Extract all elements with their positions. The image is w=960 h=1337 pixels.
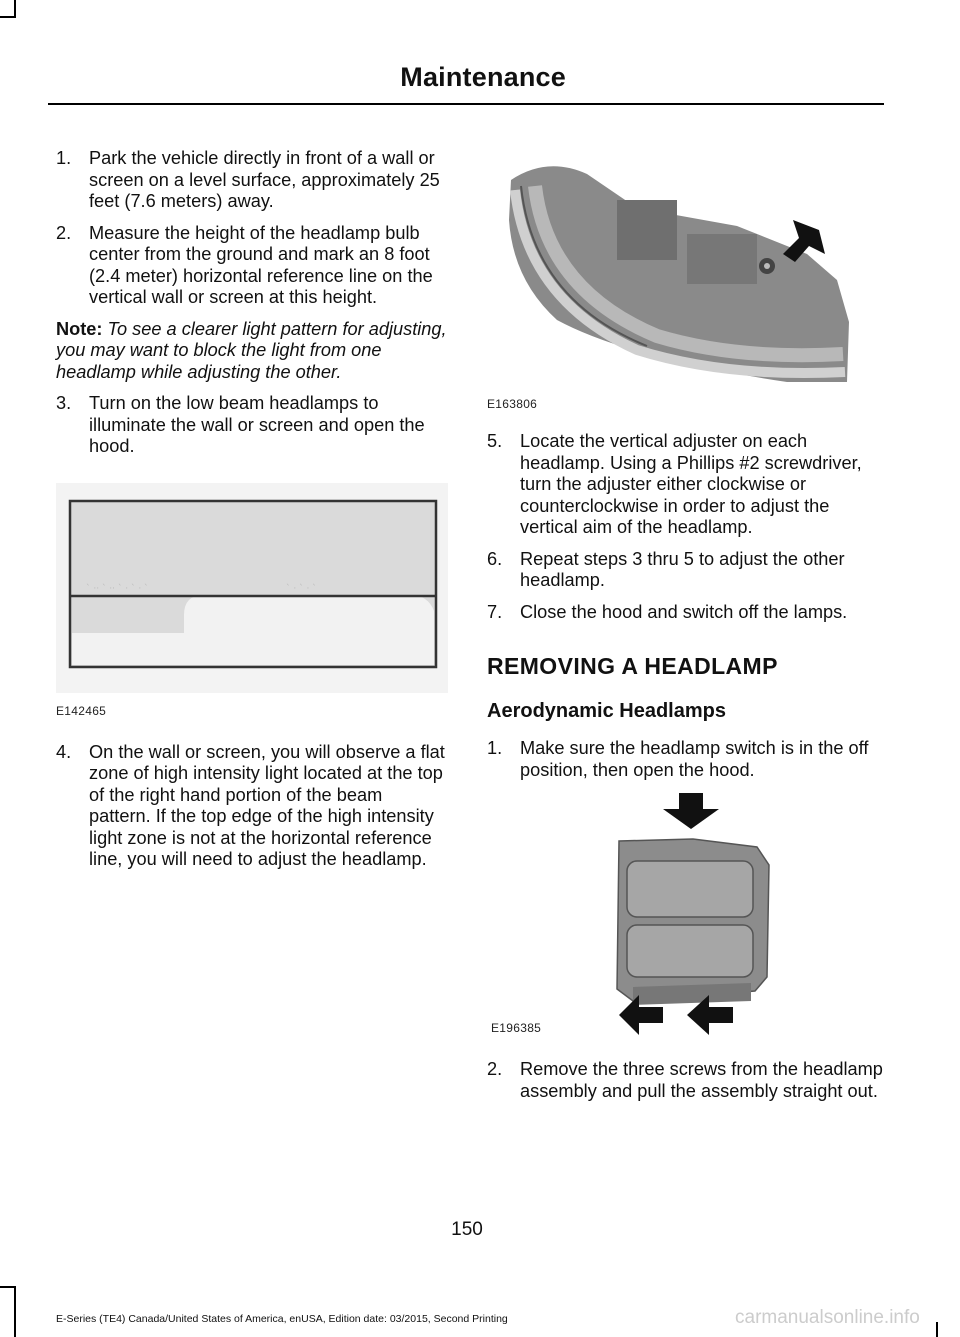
svg-text:` · ` · `: ` · ` · `	[286, 583, 317, 594]
page-title: Maintenance	[400, 62, 566, 92]
footer-edition: E-Series (TE4) Canada/United States of America, enUSA, Edition date: 03/2015, Second Printing	[56, 1313, 508, 1325]
title-rule	[48, 103, 884, 105]
step-text: Locate the vertical adjuster on each headlamp. Using a Phillips #2 screwdriver, turn the adjuster either clockwise or counterclockwise in order to adjust the vertical aim of the headlamp.	[520, 431, 862, 537]
crop-mark	[14, 1287, 16, 1337]
step-text: Turn on the low beam headlamps to illuminate the wall or screen and open the hood.	[89, 393, 425, 456]
screws-figure	[487, 791, 885, 1059]
left-column	[56, 148, 448, 881]
step-number: 1.	[56, 148, 72, 168]
step-6	[487, 549, 885, 592]
figure-code: E196385	[491, 1021, 542, 1035]
step-number: 3.	[56, 393, 72, 413]
step-number: 6.	[487, 548, 503, 569]
section-heading: REMOVING A HEADLAMP	[487, 653, 778, 679]
step-number: 4.	[56, 741, 72, 762]
step-1	[56, 148, 448, 213]
crop-mark	[936, 1322, 938, 1337]
steps-5-7	[487, 431, 885, 623]
step-text: Repeat steps 3 thru 5 to adjust the other headlamp.	[520, 548, 845, 590]
step-3	[56, 393, 448, 458]
sub-heading: Aerodynamic Headlamps	[487, 700, 726, 722]
figure-code: E142465	[56, 703, 107, 718]
step-number: 1.	[487, 738, 503, 758]
remove-step-2	[487, 1059, 885, 1102]
remove-step-1	[487, 738, 885, 781]
watermark: carmanualsonline.info	[735, 1307, 920, 1328]
step-text: Measure the height of the headlamp bulb center from the ground and mark an 8 foot (2.4 meter) horizontal reference line on the vertical wall or screen at this height.	[89, 222, 433, 307]
note-text: To see a clearer light pattern for adjusting, you may want to block the light from one headlamp while adjusting the other.	[56, 318, 447, 382]
right-column	[487, 148, 885, 1112]
headlamp-adjuster-illustration	[487, 150, 879, 398]
figure-code: E163806	[487, 397, 538, 411]
page-number: 150	[451, 1219, 483, 1240]
step-text: Close the hood and switch off the lamps.	[520, 601, 848, 622]
note-label: Note:	[56, 318, 103, 339]
beam-pattern-figure	[56, 483, 448, 718]
step-text: Remove the three screws from the headlamp assembly and pull the assembly straight out.	[520, 1059, 883, 1101]
step-2	[56, 223, 448, 309]
step-number: 2.	[487, 1059, 503, 1079]
step-text: Make sure the headlamp switch is in the off position, then open the hood.	[520, 738, 869, 780]
crop-mark	[0, 1286, 16, 1288]
step-7	[487, 602, 885, 624]
step-5	[487, 431, 885, 539]
step-text: Park the vehicle directly in front of a wall or screen on a level surface, approximately 25 feet (7.6 meters) away.	[89, 148, 440, 211]
step-text: On the wall or screen, you will observe a flat zone of high intensity light located at the top of the right hand portion of the beam pattern. If the top edge of the high intensity light zone is not at the horizontal reference line, you will need to adjust the headlamp.	[89, 741, 445, 869]
headlamp-screws-illustration	[487, 791, 885, 1051]
note	[56, 319, 448, 384]
step-number: 7.	[487, 601, 503, 622]
adjuster-figure	[487, 150, 885, 411]
beam-pattern-illustration	[56, 483, 448, 693]
crop-mark	[0, 16, 16, 18]
step-4	[56, 742, 448, 871]
step-number: 2.	[56, 222, 72, 243]
step-number: 5.	[487, 431, 503, 451]
svg-text:` ·· ` ·· ` · ` · `: ` ·· ` ·· ` · ` · `	[86, 583, 149, 594]
